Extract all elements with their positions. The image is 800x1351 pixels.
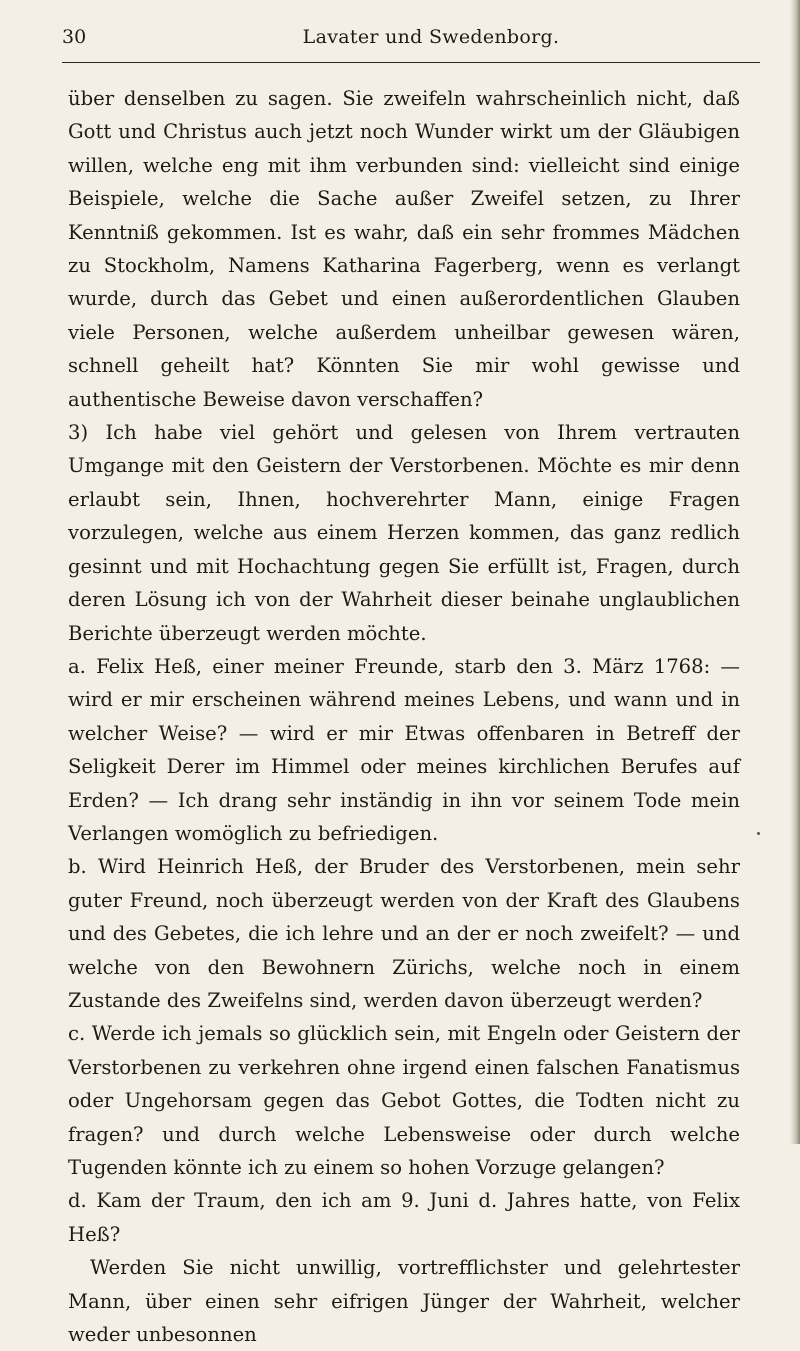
- paragraph: Werden Sie nicht unwillig, vortrefflichster und gelehrtester Mann, über einen sehr eifrigen Jünger der Wahrheit, welcher weder unbesonnen: [68, 1256, 740, 1347]
- ink-speck: [757, 832, 760, 835]
- paragraph: b. Wird Heinrich Heß, der Bruder des Verstorbenen, mein sehr guter Freund, noch überzeugt werden von der Kraft des Glaubens und des Gebetes, die ich lehre und an der er noch zweifelt? — und welche von den Bewohnern Zürichs, welche noch in einem Zustande des Zweifelns sind, werden davon überzeugt werden?: [68, 855, 740, 1012]
- paragraph: d. Kam der Traum, den ich am 9. Juni d. Jahres hatte, von Felix Heß?: [68, 1189, 740, 1246]
- page-number: 30: [62, 26, 87, 48]
- paragraph: a. Felix Heß, einer meiner Freunde, starb den 3. März 1768: — wird er mir erscheinen während meines Lebens, und wann und in welcher Weise? — wird er mir Etwas offenbaren in Betreff der Seligkeit Derer im Himmel oder meines kirchlichen Berufes auf Erden? — Ich drang sehr inständig in ihn vor seinem Tode mein Verlangen womöglich zu befriedigen.: [68, 654, 740, 845]
- page-edge-shadow: [790, 0, 800, 1144]
- paragraph: c. Werde ich jemals so glücklich sein, mit Engeln oder Geistern der Verstorbenen zu verkehren ohne irgend einen falschen Fanatismus oder Ungehorsam gegen das Gebot Gottes, die Todten nicht zu fragen? und durch welche Lebensweise oder durch welche Tugenden könnte ich zu einem so hohen Vorzuge gelangen?: [68, 1022, 740, 1179]
- paragraph: über denselben zu sagen. Sie zweifeln wahrscheinlich nicht, daß Gott und Christus auch jetzt noch Wunder wirkt um der Gläubigen willen, welche eng mit ihm verbunden sind: vielleicht sind einige Beispiele, welche die Sache außer Zweifel setzen, zu Ihrer Kenntniß gekommen. Ist es wahr, daß ein sehr frommes Mädchen zu Stockholm, Namens Katharina Fagerberg, wenn es verlangt wurde, durch das Gebet und einen außerordentlichen Glauben viele Personen, welche außerdem unheilbar gewesen wären, schnell geheilt hat? Könnten Sie mir wohl gewisse und authentische Beweise davon verschaffen?: [68, 87, 740, 411]
- running-head: Lavater und Swedenborg.: [302, 26, 560, 48]
- paragraph: 3) Ich habe viel gehört und gelesen von Ihrem vertrauten Umgange mit den Geistern der Verstorbenen. Möchte es mir denn erlaubt sein, Ihnen, hochverehrter Mann, einige Fragen vorzulegen, welche aus einem Herzen kommen, das ganz redlich gesinnt und mit Hochachtung gegen Sie erfüllt ist, Fragen, durch deren Lösung ich von der Wahrheit dieser beinahe unglaublichen Berichte überzeugt werden möchte.: [68, 421, 740, 645]
- page-header: [62, 26, 760, 63]
- page-body: [68, 82, 740, 1351]
